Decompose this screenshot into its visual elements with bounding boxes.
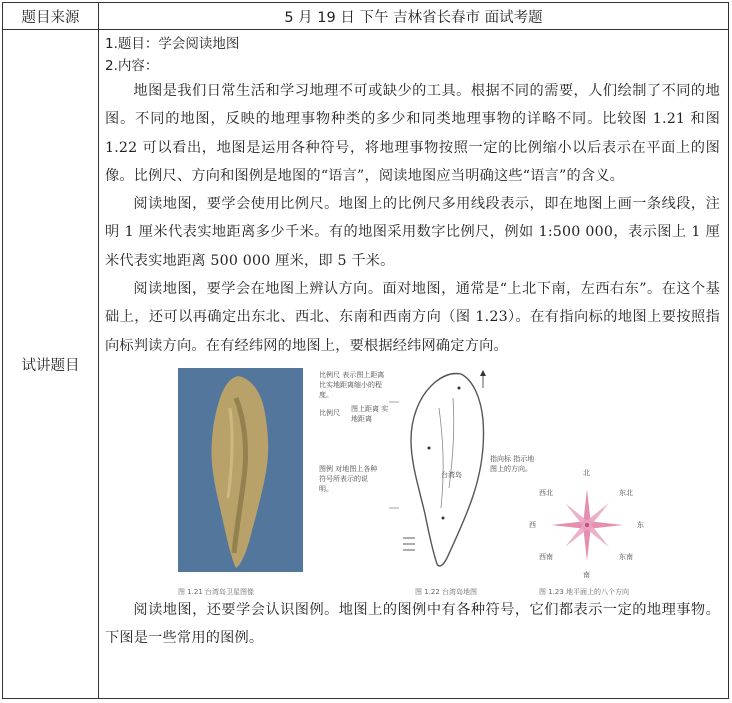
- source-label: 题目来源: [3, 3, 99, 30]
- legend-note: 图例 对地图上各种符号所表示的说明。: [319, 464, 378, 493]
- compass-south: 南: [583, 570, 590, 579]
- paragraph-4: 阅读地图，还要学会认识图例。地图上的图例中有各种符号，它们都表示一定的地理事物。下图是一些常用的图例。: [105, 601, 720, 647]
- title-line: 1.题目：学会阅读地图: [105, 36, 240, 52]
- paragraph-1: 地图是我们日常生活和学习地理不可或缺少的工具。根据不同的需要，人们绘制了不同的地图。不同的地图，反映的地理事物种类的多少和同类地理事物的详略不同。比较图 1.21 和图 1.22 可以看出，地图是运用各种符号，将地理事物按照一定的比例缩小以后表示在平面上的图像。比例尺、方向和图例是地图的“语言”，阅读地图应当明确这些“语言”的含义。: [105, 83, 720, 184]
- scale-sample-label: 比例尺: [319, 408, 340, 417]
- compass-northeast: 东北: [619, 488, 633, 497]
- compass-northwest: 西北: [539, 488, 553, 497]
- compass-west: 西: [529, 520, 536, 529]
- content-cell: [99, 30, 729, 699]
- document-sheet: [2, 2, 729, 699]
- compass-north: 北: [583, 468, 590, 477]
- satellite-image-figure: [178, 368, 303, 572]
- scale-note: 比例尺 表示图上距离比实地距离缩小的程度。: [319, 370, 385, 399]
- map-place-label: 台湾岛: [441, 470, 462, 479]
- topic-label: 试讲题目: [3, 30, 99, 699]
- compass-east: 东: [637, 520, 644, 529]
- scale-sample-note: 图上距离 实地距离: [351, 404, 389, 423]
- compass-southwest: 西南: [539, 552, 553, 561]
- source-value: 5 月 19 日 下午 吉林省长春市 面试考题: [99, 3, 729, 30]
- caption-map: 图 1.22 台湾岛地图: [415, 587, 478, 596]
- body-row: [3, 30, 729, 699]
- compass-southeast: 东南: [619, 552, 633, 561]
- header-row: [3, 3, 729, 30]
- exam-table: [2, 2, 729, 699]
- arrow-note: 指向标 指示地图上的方向。: [490, 454, 535, 473]
- paragraph-2: 阅读地图，要学会使用比例尺。地图上的比例尺多用线段表示，即在地图上画一条线段，注明 1 厘米代表实地距离多少千米。有的地图采用数字比例尺，例如 1:500 000，表示图上 1 厘米代表实地距离 500 000 厘米，即 5 千米。: [105, 196, 720, 269]
- caption-compass: 图 1.23 地平面上的八个方向: [539, 587, 630, 596]
- caption-satellite: 图 1.21 台湾岛卫星图像: [178, 587, 255, 596]
- figure-strip: [105, 366, 720, 596]
- paragraph-3: 阅读地图，要学会在地图上辨认方向。面对地图，通常是“上北下南，左西右东”。在这个基础上，还可以再确定出东北、西北、东南和西南方向（图 1.23）。在有指向标的地图上要按照指向标判读方向。在有经纬网的地图上，要根据经纬网确定方向。: [105, 281, 720, 354]
- content-label: 2.内容：: [105, 58, 159, 74]
